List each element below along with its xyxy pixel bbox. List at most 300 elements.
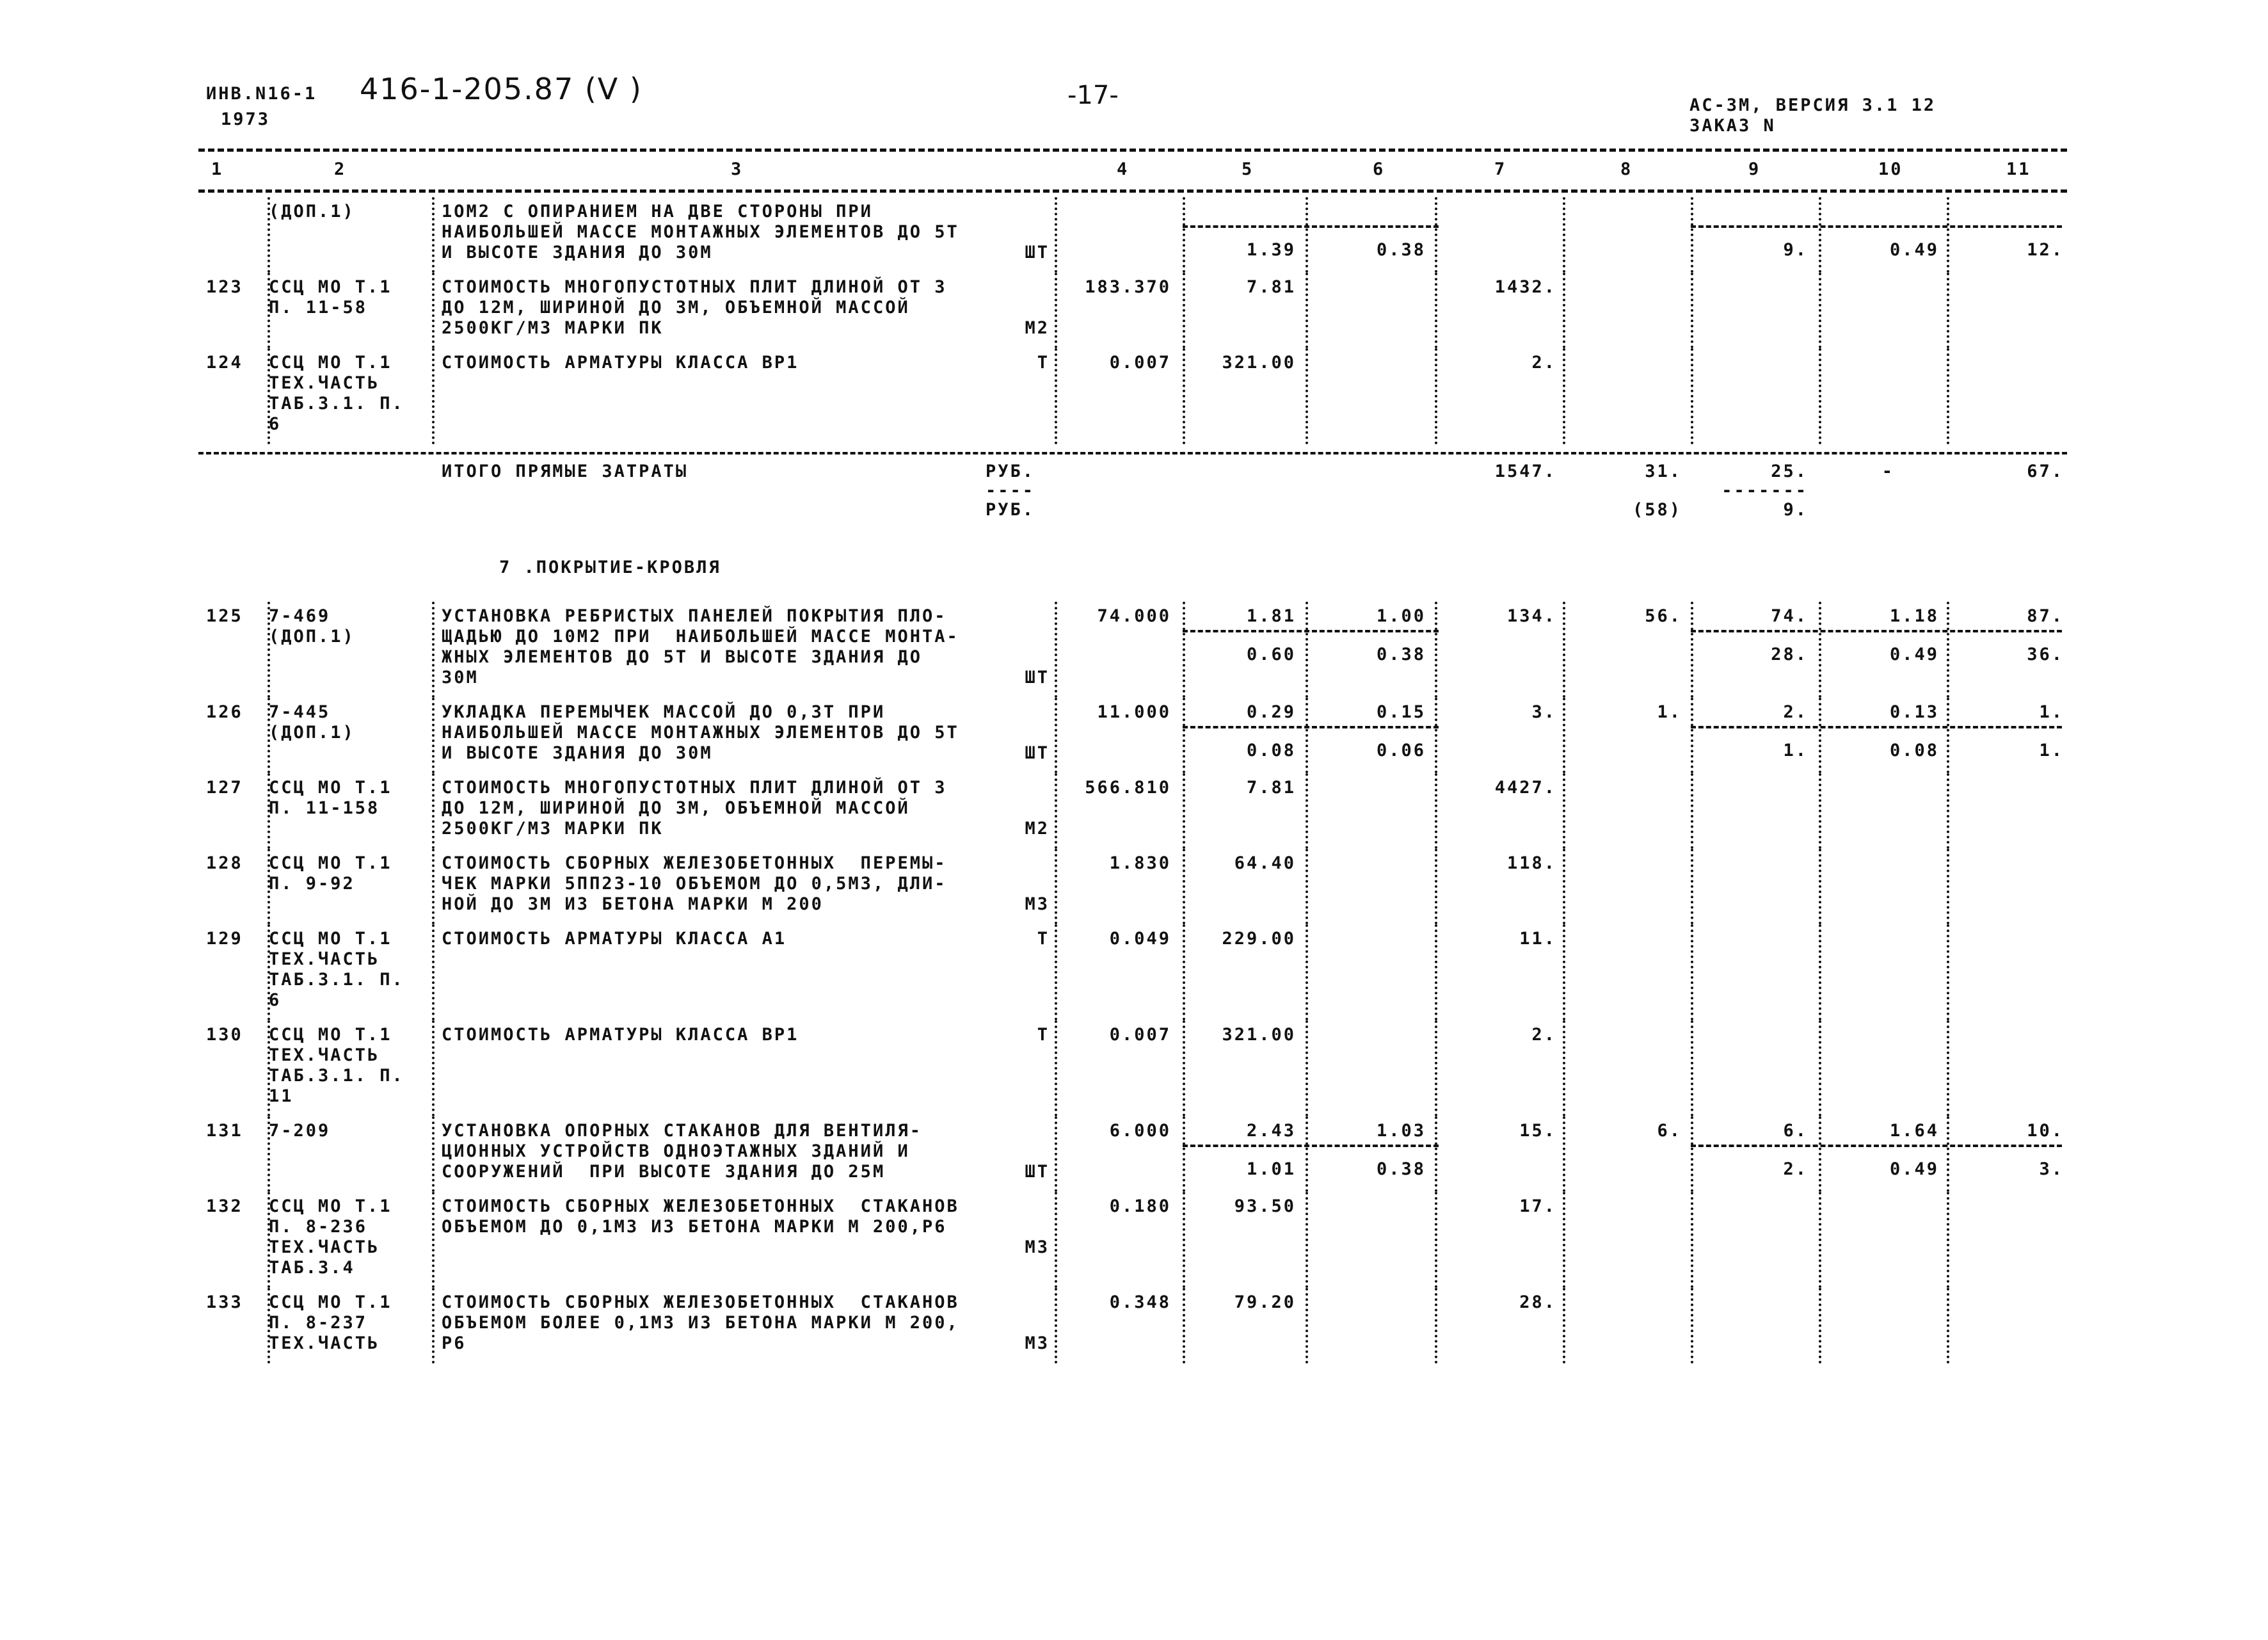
row-number: 123: [206, 277, 243, 297]
column-divider: [1691, 773, 1693, 849]
norm-code: 11: [269, 1086, 294, 1106]
column-divider: [1947, 1288, 1949, 1363]
work-description: ОБЪЕМОМ БОЛЕЕ 0,1М3 ИЗ БЕТОНА МАРКИ М 200,: [442, 1313, 959, 1333]
total-label: ИТОГО ПРЯМЫЕ ЗАТРАТЫ: [442, 462, 689, 481]
column-divider: [1055, 197, 1057, 273]
total-unit-dash: ----: [986, 481, 1035, 501]
value-c5: 64.40: [1234, 853, 1296, 873]
value-c9: 6.: [1783, 1121, 1808, 1141]
column-divider: [1819, 348, 1821, 444]
column-divider: [268, 348, 270, 444]
row-number: 130: [206, 1025, 243, 1045]
total-unit: РУБ.: [986, 462, 1035, 481]
norm-code: ССЦ МО Т.1: [269, 853, 392, 873]
unit: М3: [1025, 1333, 1050, 1353]
value-c6: 1.00: [1376, 606, 1426, 626]
column-divider: [1819, 849, 1821, 924]
value-c5: 79.20: [1234, 1292, 1296, 1312]
column-divider: [1819, 698, 1821, 773]
value-c4: 0.180: [1109, 1196, 1171, 1216]
column-header-7: 7: [1494, 159, 1507, 179]
column-divider: [1819, 602, 1821, 698]
value-c6: 1.03: [1376, 1121, 1426, 1141]
norm-code: ССЦ МО Т.1: [269, 1292, 392, 1312]
column-divider: [268, 1288, 270, 1363]
column-divider: [1563, 602, 1565, 698]
work-description: ЖНЫХ ЭЛЕМЕНТОВ ДО 5Т И ВЫСОТЕ ЗДАНИЯ ДО: [442, 647, 922, 667]
value-c7: 2.: [1531, 353, 1556, 373]
value-c4: 183.370: [1085, 277, 1171, 297]
work-description: ЩАДЬЮ ДО 10М2 ПРИ НАИБОЛЬШЕЙ МАССЕ МОНТА-: [442, 627, 959, 647]
column-divider: [1055, 924, 1057, 1020]
column-divider: [432, 1288, 435, 1363]
column-divider: [268, 1020, 270, 1116]
column-divider: [1947, 348, 1949, 444]
norm-code: П. 11-158: [269, 798, 380, 818]
column-divider: [268, 1192, 270, 1288]
work-description: УКЛАДКА ПЕРЕМЫЧЕК МАССОЙ ДО 0,3Т ПРИ: [442, 702, 886, 722]
norm-code: ТАБ.3.1. П.: [269, 970, 404, 990]
norm-code: П. 8-237: [269, 1313, 368, 1333]
work-description: СТОИМОСТЬ АРМАТУРЫ КЛАССА ВР1: [442, 353, 799, 373]
column-divider: [432, 1020, 435, 1116]
work-description: Р6: [442, 1333, 467, 1353]
column-divider: [1055, 1116, 1057, 1192]
column-header-4: 4: [1117, 159, 1130, 179]
value-c6-labor: 0.06: [1376, 741, 1426, 760]
value-c10: 1.18: [1889, 606, 1939, 626]
work-description: И ВЫСОТЕ ЗДАНИЯ ДО 30М: [442, 243, 713, 262]
column-divider: [1306, 1020, 1308, 1116]
column-divider: [1947, 1192, 1949, 1288]
unit: М3: [1025, 894, 1050, 914]
column-header-1: 1: [211, 159, 224, 179]
split-rule-9-11: [1691, 726, 2062, 728]
norm-code: (ДОП.1): [269, 723, 355, 743]
norm-code: 7-209: [269, 1121, 331, 1141]
total-c10: -: [1881, 462, 1894, 481]
column-divider: [1819, 1192, 1821, 1288]
column-divider: [1055, 698, 1057, 773]
column-divider: [1306, 348, 1308, 444]
unit: ШТ: [1025, 1162, 1050, 1182]
value-c11-labor: 1.: [2039, 741, 2064, 760]
column-divider: [1819, 1288, 1821, 1363]
value-c9-labor: 1.: [1783, 741, 1808, 760]
value-c11-labor: 12.: [2027, 240, 2064, 260]
value-c10-labor: 0.49: [1889, 645, 1939, 664]
column-divider: [1947, 698, 1949, 773]
norm-code: 7-445: [269, 702, 331, 722]
column-divider: [1435, 348, 1437, 444]
value-c4: 1.830: [1109, 853, 1171, 873]
value-c6: 0.15: [1376, 702, 1426, 722]
program-version: АС-3М, ВЕРСИЯ 3.1 12: [1689, 95, 1937, 115]
column-divider: [1183, 602, 1185, 698]
work-description: ДО 12М, ШИРИНОЙ ДО 3М, ОБЪЕМНОЙ МАССОЙ: [442, 298, 910, 318]
unit: ШТ: [1025, 243, 1050, 262]
column-divider: [1183, 924, 1185, 1020]
work-description: ДО 12М, ШИРИНОЙ ДО 3М, ОБЪЕМНОЙ МАССОЙ: [442, 798, 910, 818]
total-c8: 31.: [1645, 462, 1682, 481]
work-description: СТОИМОСТЬ АРМАТУРЫ КЛАССА ВР1: [442, 1025, 799, 1045]
value-c10: 0.13: [1889, 702, 1939, 722]
doc-id-handwritten: 416-1-205.87 (V ): [360, 72, 643, 106]
norm-code: 7-469: [269, 606, 331, 626]
row-number: 131: [206, 1121, 243, 1141]
value-c5: 1.81: [1246, 606, 1296, 626]
work-description: УСТАНОВКА РЕБРИСТЫХ ПАНЕЛЕЙ ПОКРЫТИЯ ПЛО-: [442, 606, 947, 626]
column-divider: [1819, 273, 1821, 348]
column-divider: [1183, 1020, 1185, 1116]
unit: М2: [1025, 819, 1050, 839]
work-description: ОБЪЕМОМ ДО 0,1М3 ИЗ БЕТОНА МАРКИ М 200,Р6: [442, 1217, 947, 1237]
column-divider: [1183, 273, 1185, 348]
column-divider: [1819, 1116, 1821, 1192]
column-divider: [1306, 698, 1308, 773]
norm-code: (ДОП.1): [269, 202, 355, 221]
column-divider: [1435, 849, 1437, 924]
norm-code: П. 11-58: [269, 298, 368, 318]
row-number: 129: [206, 929, 243, 949]
column-divider: [1563, 197, 1565, 273]
norm-code: ТЕХ.ЧАСТЬ: [269, 1333, 380, 1353]
total-c9-labor: 9.: [1783, 500, 1808, 520]
column-header-2: 2: [334, 159, 347, 179]
value-c7: 17.: [1519, 1196, 1556, 1216]
block-end-rule: [198, 452, 2067, 454]
value-c4: 0.049: [1109, 929, 1171, 949]
column-divider: [1691, 1116, 1693, 1192]
value-c10: 1.64: [1889, 1121, 1939, 1141]
column-divider: [1947, 273, 1949, 348]
value-c10-labor: 0.49: [1889, 1159, 1939, 1179]
column-divider: [432, 849, 435, 924]
column-divider: [1563, 698, 1565, 773]
column-header-3: 3: [731, 159, 744, 179]
column-divider: [1819, 773, 1821, 849]
column-divider: [1055, 273, 1057, 348]
column-divider: [1947, 924, 1949, 1020]
column-divider: [1947, 197, 1949, 273]
column-divider: [1563, 348, 1565, 444]
work-description: УСТАНОВКА ОПОРНЫХ СТАКАНОВ ДЛЯ ВЕНТИЛЯ-: [442, 1121, 922, 1141]
column-divider: [1947, 849, 1949, 924]
value-c10-labor: 0.49: [1889, 240, 1939, 260]
column-divider: [1183, 698, 1185, 773]
value-c9: 74.: [1771, 606, 1808, 626]
norm-code: ТАБ.3.1. П.: [269, 1066, 404, 1086]
norm-code: ТЕХ.ЧАСТЬ: [269, 1237, 380, 1257]
column-header-5: 5: [1242, 159, 1254, 179]
page-number: -17-: [1067, 81, 1119, 110]
value-c8: 56.: [1645, 606, 1682, 626]
column-divider: [1183, 1288, 1185, 1363]
value-c5: 7.81: [1246, 778, 1296, 798]
split-rule-5-6: [1183, 225, 1439, 228]
section-title: 7 .ПОКРЫТИЕ-КРОВЛЯ: [499, 558, 721, 577]
value-c5-labor: 1.39: [1246, 240, 1296, 260]
column-divider: [1183, 773, 1185, 849]
norm-code: 6: [269, 414, 282, 434]
split-rule-9-11: [1691, 1145, 2062, 1147]
norm-code: П. 9-92: [269, 874, 355, 894]
value-c6-labor: 0.38: [1376, 240, 1426, 260]
norm-code: П. 8-236: [269, 1217, 368, 1237]
column-header-9: 9: [1748, 159, 1761, 179]
row-number: 127: [206, 778, 243, 798]
column-divider: [1055, 1192, 1057, 1288]
value-c11: 10.: [2027, 1121, 2064, 1141]
value-c11: 87.: [2027, 606, 2064, 626]
value-c8: 1.: [1657, 702, 1682, 722]
column-divider: [1306, 849, 1308, 924]
column-divider: [1435, 602, 1437, 698]
column-divider: [1055, 1288, 1057, 1363]
column-divider: [1435, 1192, 1437, 1288]
work-description: 2500КГ/М3 МАРКИ ПК: [442, 318, 664, 338]
column-divider: [432, 197, 435, 273]
norm-code: ТАБ.3.1. П.: [269, 394, 404, 414]
unit: Т: [1037, 929, 1050, 949]
year: 1973: [221, 109, 271, 129]
value-c4: 6.000: [1109, 1121, 1171, 1141]
norm-code: ТЕХ.ЧАСТЬ: [269, 373, 380, 393]
column-divider: [1563, 1192, 1565, 1288]
column-divider: [1563, 273, 1565, 348]
column-divider: [1435, 698, 1437, 773]
column-divider: [1435, 924, 1437, 1020]
column-divider: [1563, 1020, 1565, 1116]
column-divider: [1055, 348, 1057, 444]
value-c7: 15.: [1519, 1121, 1556, 1141]
split-rule-5-6: [1183, 630, 1439, 632]
work-description: ЦИОННЫХ УСТРОЙСТВ ОДНОЭТАЖНЫХ ЗДАНИЙ И: [442, 1141, 910, 1161]
row-number: 132: [206, 1196, 243, 1216]
column-divider: [1435, 1116, 1437, 1192]
value-c7: 11.: [1519, 929, 1556, 949]
column-divider: [1691, 197, 1693, 273]
work-description: НОЙ ДО 3М ИЗ БЕТОНА МАРКИ М 200: [442, 894, 824, 914]
column-divider: [1435, 273, 1437, 348]
column-divider: [1563, 924, 1565, 1020]
column-divider: [268, 602, 270, 698]
total-c9-dash: -------: [1721, 481, 1808, 501]
work-description: 30М: [442, 668, 479, 687]
work-description: НАИБОЛЬШЕЙ МАССЕ МОНТАЖНЫХ ЭЛЕМЕНТОВ ДО 5Т: [442, 723, 959, 743]
column-divider: [1306, 602, 1308, 698]
column-header-11: 11: [2006, 159, 2031, 179]
norm-code: ССЦ МО Т.1: [269, 353, 392, 373]
value-c11-labor: 3.: [2039, 1159, 2064, 1179]
column-header-10: 10: [1878, 159, 1903, 179]
column-divider: [1691, 348, 1693, 444]
total-c7: 1547.: [1494, 462, 1556, 481]
unit: Т: [1037, 1025, 1050, 1045]
split-rule-9-11: [1691, 225, 2062, 228]
value-c9-labor: 9.: [1783, 240, 1808, 260]
split-rule-5-6: [1183, 726, 1439, 728]
value-c4: 0.007: [1109, 1025, 1171, 1045]
column-divider: [1691, 698, 1693, 773]
value-c9: 2.: [1783, 702, 1808, 722]
column-divider: [1055, 773, 1057, 849]
doc-id-printed: ИНВ.N16-1: [206, 84, 317, 104]
row-number: 126: [206, 702, 243, 722]
value-c9-labor: 28.: [1771, 645, 1808, 664]
column-divider: [1183, 197, 1185, 273]
work-description: СТОИМОСТЬ СБОРНЫХ ЖЕЛЕЗОБЕТОННЫХ СТАКАНОВ: [442, 1292, 959, 1312]
column-divider: [1563, 849, 1565, 924]
column-divider: [268, 197, 270, 273]
column-divider: [1183, 849, 1185, 924]
value-c11-labor: 36.: [2027, 645, 2064, 664]
value-c5-labor: 0.60: [1246, 645, 1296, 664]
work-description: СТОИМОСТЬ СБОРНЫХ ЖЕЛЕЗОБЕТОННЫХ ПЕРЕМЫ-: [442, 853, 947, 873]
norm-code: 6: [269, 990, 282, 1010]
work-description: СТОИМОСТЬ МНОГОПУСТОТНЫХ ПЛИТ ДЛИНОЙ ОТ 3: [442, 277, 947, 297]
value-c5-labor: 1.01: [1246, 1159, 1296, 1179]
row-number: 128: [206, 853, 243, 873]
unit: ШТ: [1025, 668, 1050, 687]
value-c7: 3.: [1531, 702, 1556, 722]
value-c4: 11.000: [1097, 702, 1171, 722]
unit: Т: [1037, 353, 1050, 373]
value-c5: 321.00: [1222, 1025, 1296, 1045]
norm-code: ТЕХ.ЧАСТЬ: [269, 949, 380, 969]
column-divider: [1183, 1192, 1185, 1288]
value-c5-labor: 0.08: [1246, 741, 1296, 760]
column-divider: [268, 773, 270, 849]
order-number: ЗАКАЗ N: [1689, 116, 1776, 136]
value-c7: 28.: [1519, 1292, 1556, 1312]
column-divider: [1435, 197, 1437, 273]
norm-code: ССЦ МО Т.1: [269, 1025, 392, 1045]
norm-code: ССЦ МО Т.1: [269, 778, 392, 798]
column-divider: [432, 273, 435, 348]
value-c8: 6.: [1657, 1121, 1682, 1141]
value-c7: 134.: [1506, 606, 1556, 626]
work-description: СТОИМОСТЬ СБОРНЫХ ЖЕЛЕЗОБЕТОННЫХ СТАКАНОВ: [442, 1196, 959, 1216]
norm-code: (ДОП.1): [269, 627, 355, 647]
column-header-8: 8: [1620, 159, 1633, 179]
column-divider: [1306, 197, 1308, 273]
column-divider: [1563, 1288, 1565, 1363]
column-divider: [268, 924, 270, 1020]
column-divider: [1691, 602, 1693, 698]
value-c5: 321.00: [1222, 353, 1296, 373]
column-divider: [1306, 1192, 1308, 1288]
column-divider: [432, 1116, 435, 1192]
header-top-rule: [198, 149, 2067, 152]
value-c6-labor: 0.38: [1376, 645, 1426, 664]
column-divider: [1691, 849, 1693, 924]
column-divider: [268, 1116, 270, 1192]
value-c4: 0.007: [1109, 353, 1171, 373]
column-divider: [1183, 1116, 1185, 1192]
column-divider: [1947, 1116, 1949, 1192]
norm-code: ССЦ МО Т.1: [269, 1196, 392, 1216]
value-c9-labor: 2.: [1783, 1159, 1808, 1179]
value-c5: 229.00: [1222, 929, 1296, 949]
work-description: ЧЕК МАРКИ 5ПП23-10 ОБЪЕМОМ ДО 0,5М3, ДЛИ-: [442, 874, 947, 894]
column-divider: [1306, 773, 1308, 849]
value-c5: 7.81: [1246, 277, 1296, 297]
value-c6-labor: 0.38: [1376, 1159, 1426, 1179]
column-header-6: 6: [1373, 159, 1386, 179]
column-divider: [1306, 924, 1308, 1020]
column-divider: [1691, 1288, 1693, 1363]
column-divider: [1947, 602, 1949, 698]
column-divider: [1819, 197, 1821, 273]
norm-code: ТАБ.3.4: [269, 1258, 355, 1278]
value-c7: 118.: [1506, 853, 1556, 873]
column-divider: [268, 273, 270, 348]
split-rule-9-11: [1691, 630, 2062, 632]
total-unit-2: РУБ.: [986, 500, 1035, 520]
value-c4: 0.348: [1109, 1292, 1171, 1312]
column-divider: [1691, 1192, 1693, 1288]
norm-code: ТЕХ.ЧАСТЬ: [269, 1045, 380, 1065]
column-divider: [1435, 773, 1437, 849]
column-divider: [1819, 1020, 1821, 1116]
column-divider: [1947, 773, 1949, 849]
value-c10-labor: 0.08: [1889, 741, 1939, 760]
column-divider: [1306, 1116, 1308, 1192]
column-divider: [1819, 924, 1821, 1020]
norm-code: ССЦ МО Т.1: [269, 929, 392, 949]
header-bottom-rule: [198, 189, 2067, 193]
value-c7: 2.: [1531, 1025, 1556, 1045]
total-c11: 67.: [2027, 462, 2064, 481]
column-divider: [1691, 1020, 1693, 1116]
column-divider: [432, 773, 435, 849]
value-c11: 1.: [2039, 702, 2064, 722]
unit: М3: [1025, 1237, 1050, 1257]
column-divider: [1691, 273, 1693, 348]
value-c5: 93.50: [1234, 1196, 1296, 1216]
column-divider: [1306, 1288, 1308, 1363]
column-divider: [432, 348, 435, 444]
column-divider: [1435, 1020, 1437, 1116]
work-description: 2500КГ/М3 МАРКИ ПК: [442, 819, 664, 839]
column-divider: [268, 849, 270, 924]
row-number: 133: [206, 1292, 243, 1312]
split-rule-5-6: [1183, 1145, 1439, 1147]
value-c4: 566.810: [1085, 778, 1171, 798]
unit: М2: [1025, 318, 1050, 338]
column-divider: [1563, 773, 1565, 849]
column-divider: [432, 1192, 435, 1288]
work-description: СТОИМОСТЬ АРМАТУРЫ КЛАССА А1: [442, 929, 787, 949]
column-divider: [1691, 924, 1693, 1020]
value-c5: 0.29: [1246, 702, 1296, 722]
value-c5: 2.43: [1246, 1121, 1296, 1141]
work-description: НАИБОЛЬШЕЙ МАССЕ МОНТАЖНЫХ ЭЛЕМЕНТОВ ДО 5Т: [442, 222, 959, 242]
work-description: 1ОМ2 С ОПИРАНИЕМ НА ДВЕ СТОРОНЫ ПРИ: [442, 202, 873, 221]
row-number: 124: [206, 353, 243, 373]
total-c8-labor: (58): [1632, 500, 1682, 520]
column-divider: [1055, 602, 1057, 698]
column-divider: [1306, 273, 1308, 348]
total-c9: 25.: [1771, 462, 1808, 481]
column-divider: [268, 698, 270, 773]
column-divider: [1435, 1288, 1437, 1363]
column-divider: [1055, 849, 1057, 924]
norm-code: ССЦ МО Т.1: [269, 277, 392, 297]
work-description: И ВЫСОТЕ ЗДАНИЯ ДО 30М: [442, 743, 713, 763]
column-divider: [1947, 1020, 1949, 1116]
